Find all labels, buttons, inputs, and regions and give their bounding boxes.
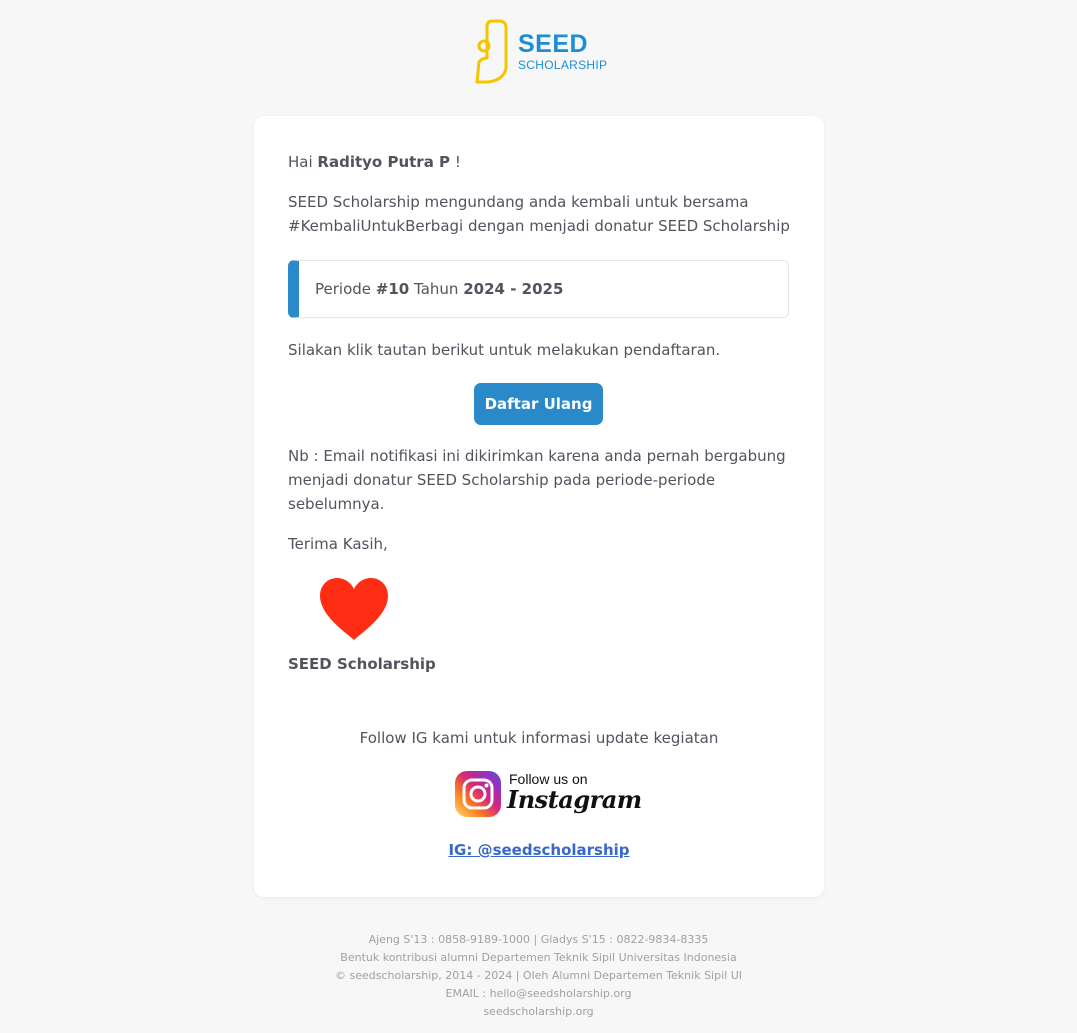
footer-contacts: Ajeng S'13 : 0858-9189-1000 | Gladys S'15 : 0822-9834-8335 [368,933,709,946]
email-card [254,116,824,897]
period-callout [288,260,789,318]
note-paragraph: Nb : Email notifikasi ini dikirimkan karena anda pernah bergabung menjadi donatur SEED Scholarship pada periode-periode sebelumnya. [288,447,786,513]
heart-icon [318,576,390,642]
instruction-text: Silakan klik tautan berikut untuk melakukan pendaftaran. [288,341,721,359]
footer-website: seedscholarship.org [483,1005,594,1018]
daftar-ulang-button[interactable]: Daftar Ulang [474,383,603,425]
greeting-suffix: ! [454,153,461,171]
instagram-handle-link[interactable]: IG: @seedscholarship [448,841,630,859]
recipient-name: Radityo Putra P [317,153,451,171]
instagram-wordmark: Instagram [507,785,642,814]
intro-paragraph: SEED Scholarship mengundang anda kembali untuk bersama #KembaliUntukBerbagi dengan menjadi donatur SEED Scholarship [288,193,790,235]
signature: SEED Scholarship [288,655,436,673]
footer [0,931,1077,1021]
period-label: Periode [315,280,372,298]
greeting [288,150,461,174]
footer-contribution: Bentuk kontribusi alumni Departemen Teknik Sipil Universitas Indonesia [340,951,737,964]
seed-logo [474,18,614,86]
logo-sub-text: SCHOLARSHIP [518,58,608,72]
follow-text: Follow IG kami untuk informasi update kegiatan [359,729,719,747]
period-year-label: Tahun [414,280,459,298]
greeting-prefix: Hai [288,153,313,171]
logo-brand-text: SEED [518,30,589,58]
footer-copyright: © seedscholarship, 2014 - 2024 | Oleh Alumni Departemen Teknik Sipil UI [335,969,742,982]
period-text [315,277,563,301]
closing-text: Terima Kasih, [288,535,388,553]
instagram-follow-text: Follow us on [509,771,588,787]
seed-hand-logo-icon [474,18,514,86]
period-years: 2024 - 2025 [463,280,564,298]
period-number: #10 [375,280,410,298]
instagram-icon [455,771,501,817]
instagram-badge[interactable] [455,769,642,819]
footer-email: EMAIL : hello@seedsholarship.org [445,987,632,1000]
